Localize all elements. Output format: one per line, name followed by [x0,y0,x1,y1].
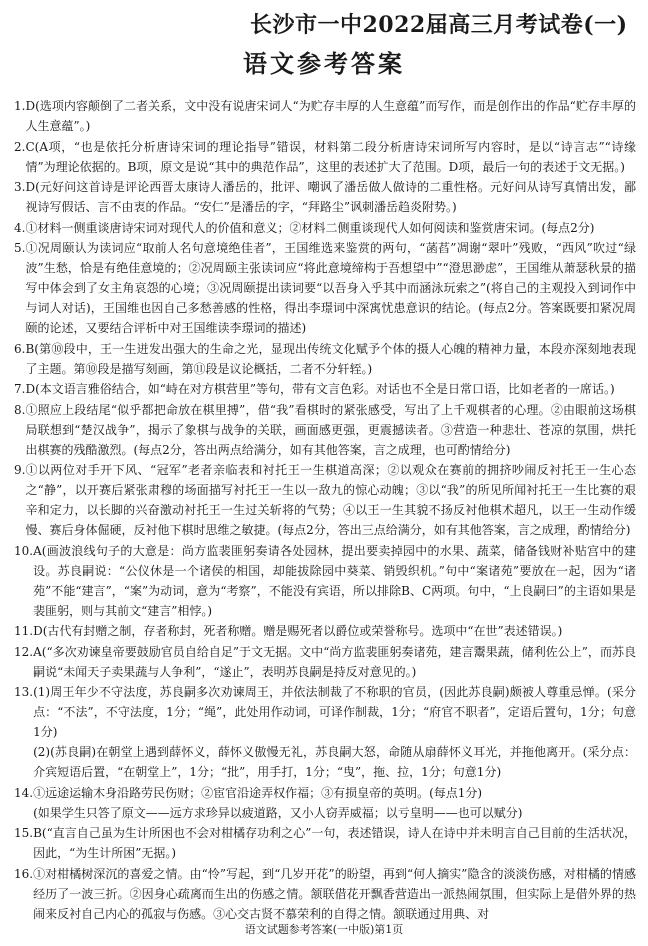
answer-text: A(画波浪线句子的大意是：尚方监裴匪躬奏请各处园林，提出要卖掉园中的水果、蔬菜，储备钱财补贴宫中的建设。苏良嗣说：“公仪休是一个诸侯的相国，却能拔除园中葵菜、销毁织机。”句中“案诸苑”要放在一起，因为“诸苑”不能“建言”，“案”为动词，意为“考察”，不能没有宾语，所以排除B、C两项。句中，“上良嗣曰”的主语如果是裴匪躬，则与其前文“建言”相悖。) [33,543,636,618]
answer-number: 16. [14,866,34,881]
answer-text: D(元好问这首诗是评论西晋太康诗人潘岳的，批评、嘲讽了潘岳做人做诗的二重性格。元好问从诗写真情出发，鄙视诗写假话、言不由衷的作品。“安仁”是潘岳的字，“拜路尘”讽刺潘岳趋炎附势。) [25,180,636,214]
answer-item [14,541,636,621]
answer-text: C(A项，“也是依托分析唐诗宋词的理论指导”错误，材料第二段分析唐诗宋词所写内容时，是以“诗言志”“诗缘情”为理论依据的。B项，原文是说“其中的典范作品”，这里的表述扩大了范围。D项，最后一句的表述于文无据。) [25,139,636,174]
answer-item [14,137,636,177]
answer-text: B(第⑩段中，王一生迸发出强大的生命之光，显现出传统文化赋予个体的摄人心魄的精神力量，本段亦深刻地表现了主题。第⑩段是描写刻画，第⑪段是议论概括，二者不分轩轾。) [25,341,636,376]
answer-body [33,621,636,641]
answer-item [14,783,636,823]
answer-number: 4. [14,220,26,235]
answer-body [33,783,636,823]
answer-number: 15. [14,826,34,840]
answer-body [33,642,636,682]
answer-list [14,96,636,924]
answer-text: A(“多次劝谏皇帝要鼓励官员自给自足”于文无据。文中“尚方监裴匪躬奏诸苑，建言鬻果蔬，储利佐公上”，而苏良嗣说“未闻天子卖果蔬与人争利”，“遂止”，表明苏良嗣是持反对意见的。) [33,644,636,679]
document-header [0,10,648,90]
answer-item [14,460,636,540]
answer-item [14,379,636,399]
answer-item [14,400,636,460]
answer-body [25,238,636,338]
answer-text-continued: (如果学生只答了原文——远方求珍异以疲道路，又小人窃弄威福；以亏皇明——也可以赋分) [33,805,523,820]
answer-item [14,642,636,682]
answer-body [25,218,636,238]
answer-number: 3. [14,180,26,194]
answer-item [14,864,636,924]
answer-item [14,218,636,238]
answer-item [14,682,636,782]
answer-item [14,238,636,338]
answer-item [14,339,636,379]
answer-number: 8. [14,402,26,417]
answer-number: 2. [14,139,26,154]
answer-body [25,177,636,217]
answer-text: ①对柑橘树深沉的喜爱之情。由“怜”写起，到“几岁开花”的盼望，再到“何人摘实”隐含的淡淡伤感，对柑橘的情感经历了一波三折。②因身心疏离而生出的伤感之情。颔联借花开飘香营造出一派热闹氛围，但实际上是借外界的热闹来反衬自己内心的孤寂与伤感。③心交古贤不慕荣利的自得之情。颔联通过用典、对 [33,866,636,921]
answer-number: 14. [14,785,34,800]
answer-body [33,823,636,863]
exam-title: 长沙市一中2022届高三月考试卷(一) [250,12,628,38]
answer-text: D(本文语言雅俗结合，如“峙在对方棋营里”等句，带有文言色彩。对话也不全是日常口语，比如老者的一席话。) [25,382,615,396]
answer-item [14,177,636,217]
answer-text: ①照应上段结尾“似乎都把命放在棋里搏”，借“我”看棋时的紧张感受，写出了上千观棋者的心理。②由眼前这场棋局联想到“楚汉战争”，揭示了象棋与战争的关联，画面感更强，更震撼读者。③营造一种悲壮、苍凉的氛围，烘托出棋赛的残酷激烈。(每点2分，答出两点给满分，如有其他答案，言之成理，也可酌情给分) [25,402,636,457]
page-subtitle: 语文参考答案 [243,50,405,78]
answer-text: ①况周颐认为读词应“取前人名句意境绝佳者”，王国维选来鉴赏的两句，“菡萏”凋谢“翠叶”残败，“西风”吹过“绿波”生愁，恰是有绝佳意境的；②况周颐主张读词应“将此意境缔构于吾想望中”“澄思渺虑”，王国维从萧瑟秋景的描写中体会到了女主角哀怨的心境；③况周颐提出读词要“以吾身入乎其中而涵泳玩索之”(将自己的主观投入到词作中与词人对话)，王国维也因自己多愁善感的性格，得出李璟词中深寓忧患意识的结论。(每点2分。答案既要扣紧况周颐的论述，又要结合评析中对王国维读李璟词的描述) [25,241,636,335]
answer-body [25,339,636,379]
answer-item [14,96,636,136]
answer-text: B(“直言自己虽为生计所困也不会对柑橘存功利之心”一句，表述错误，诗人在诗中并未明言自己目前的生活状况，因此，“为生计所困”无据。) [33,826,636,860]
answer-text: ①以两位对手开下风、“冠军”老者亲临表和衬托王一生棋道高深；②以观众在赛前的拥挤吵闹反衬托王一生心态之“静”，以开赛后紧张肃穆的场面描写衬托王一生以一敌九的惊心动魄；③以“我”的所见所闻衬托王一生比赛的艰辛和定力，以长脚的兴奋激动衬托王一生过关斩将的气势；④以王一生其貌不扬反衬他棋术超凡，以王一生动作缓慢、赛后身体倔硬，反衬他下棋时思维之敏捷。(每点2分，答出三点给满分，如有其他答案，言之成理，酌情给分) [25,463,636,537]
answer-body [25,379,636,399]
answer-item [14,621,636,641]
answer-number: 13. [14,685,34,699]
answer-text-continued: (2)(苏良嗣)在朝堂上遇到薛怀义，薛怀义傲慢无礼，苏良嗣大怒，命随从扇薛怀义耳光，并拖他离开。(采分点：介宾短语后置，“在朝堂上”，1分；“批”，用手打，1分；“曳”，拖、拉，1分；句意1分) [33,745,636,779]
answer-body [25,137,636,177]
answer-number: 7. [14,382,26,396]
answer-number: 9. [14,463,26,477]
answer-number: 5. [14,241,26,255]
answer-body [25,400,636,460]
answer-number: 10. [14,543,34,558]
answer-text: ①远途运输木身沿路劳民伤财；②宦官沿途弄权作福；③有损皇帝的英明。(每点1分) [33,785,483,800]
answer-body [33,541,636,621]
page-footer: 语文试题参考答案(一中版)第1页 [244,923,404,936]
answer-text: D(选项内容颠倒了二者关系，文中没有说唐宋词人“为贮存丰厚的人生意蕴”而写作，而是创作出的作品“贮存丰厚的人生意蕴”。) [25,99,636,133]
answer-body [25,460,636,540]
answer-number: 1. [14,99,26,113]
answer-item [14,823,636,863]
answer-number: 12. [14,644,34,659]
answer-number: 11. [14,624,34,638]
answer-number: 6. [14,341,26,356]
answer-body [33,682,636,782]
answer-text: ①材料一侧重谈唐诗宋词对现代人的价值和意义；②材料二侧重谈现代人如何阅读和鉴赏唐宋词。(每点2分) [25,220,595,235]
answer-text: D(古代有封赠之制，存者称封，死者称赠。赠是赐死者以爵位或荣誉称号。选项中“在世”表述错误。) [33,624,563,638]
answer-text: (1)周王年少不守法度，苏良嗣多次劝谏周王，并依法制裁了不称职的官员，(因此苏良嗣)颇被人尊重忌惮。(采分点：“不法”，不守法度，1分；“绳”，此处用作动词，可译作制裁，1分；“府官不职者”，定语后置句，1分；句意1分) [33,685,636,739]
answer-body [25,96,636,136]
answer-body [33,864,636,924]
